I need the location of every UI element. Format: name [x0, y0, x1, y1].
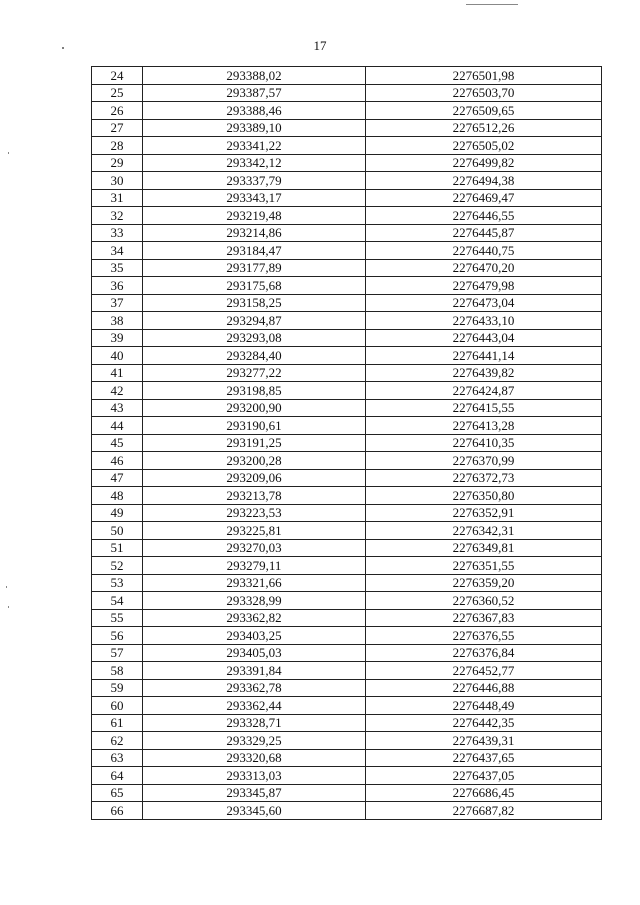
y-coordinate-cell: 2276350,80	[366, 487, 602, 505]
table-row	[92, 732, 602, 750]
x-coordinate-cell: 293200,90	[143, 399, 366, 417]
scan-artifact	[466, 4, 518, 5]
x-coordinate-cell: 293277,22	[143, 364, 366, 382]
y-coordinate-cell: 2276442,35	[366, 714, 602, 732]
x-coordinate-cell: 293405,03	[143, 644, 366, 662]
x-coordinate-cell: 293200,28	[143, 452, 366, 470]
point-number-cell: 52	[92, 557, 143, 575]
y-coordinate-cell: 2276687,82	[366, 802, 602, 820]
x-coordinate-cell: 293328,99	[143, 592, 366, 610]
y-coordinate-cell: 2276469,47	[366, 189, 602, 207]
x-coordinate-cell: 293270,03	[143, 539, 366, 557]
point-number-cell: 26	[92, 102, 143, 120]
point-number-cell: 50	[92, 522, 143, 540]
x-coordinate-cell: 293198,85	[143, 382, 366, 400]
x-coordinate-cell: 293219,48	[143, 207, 366, 225]
y-coordinate-cell: 2276503,70	[366, 84, 602, 102]
point-number-cell: 35	[92, 259, 143, 277]
y-coordinate-cell: 2276686,45	[366, 784, 602, 802]
y-coordinate-cell: 2276359,20	[366, 574, 602, 592]
x-coordinate-cell: 293345,87	[143, 784, 366, 802]
table-row	[92, 504, 602, 522]
x-coordinate-cell: 293177,89	[143, 259, 366, 277]
y-coordinate-cell: 2276512,26	[366, 119, 602, 137]
table-row	[92, 714, 602, 732]
y-coordinate-cell: 2276372,73	[366, 469, 602, 487]
x-coordinate-cell: 293313,03	[143, 767, 366, 785]
x-coordinate-cell: 293209,06	[143, 469, 366, 487]
x-coordinate-cell: 293294,87	[143, 312, 366, 330]
x-coordinate-cell: 293345,60	[143, 802, 366, 820]
table-row	[92, 207, 602, 225]
point-number-cell: 41	[92, 364, 143, 382]
table-row	[92, 592, 602, 610]
y-coordinate-cell: 2276410,35	[366, 434, 602, 452]
point-number-cell: 60	[92, 697, 143, 715]
point-number-cell: 24	[92, 67, 143, 85]
x-coordinate-cell: 293387,57	[143, 84, 366, 102]
point-number-cell: 39	[92, 329, 143, 347]
table-row	[92, 679, 602, 697]
y-coordinate-cell: 2276351,55	[366, 557, 602, 575]
point-number-cell: 47	[92, 469, 143, 487]
y-coordinate-cell: 2276413,28	[366, 417, 602, 435]
y-coordinate-cell: 2276439,82	[366, 364, 602, 382]
point-number-cell: 53	[92, 574, 143, 592]
y-coordinate-cell: 2276441,14	[366, 347, 602, 365]
x-coordinate-cell: 293342,12	[143, 154, 366, 172]
point-number-cell: 44	[92, 417, 143, 435]
y-coordinate-cell: 2276349,81	[366, 539, 602, 557]
table-row	[92, 469, 602, 487]
x-coordinate-cell: 293284,40	[143, 347, 366, 365]
y-coordinate-cell: 2276370,99	[366, 452, 602, 470]
point-number-cell: 61	[92, 714, 143, 732]
y-coordinate-cell: 2276509,65	[366, 102, 602, 120]
table-row	[92, 767, 602, 785]
x-coordinate-cell: 293158,25	[143, 294, 366, 312]
x-coordinate-cell: 293225,81	[143, 522, 366, 540]
point-number-cell: 65	[92, 784, 143, 802]
y-coordinate-cell: 2276433,10	[366, 312, 602, 330]
x-coordinate-cell: 293362,82	[143, 609, 366, 627]
scan-artifact	[8, 152, 9, 154]
x-coordinate-cell: 293328,71	[143, 714, 366, 732]
x-coordinate-cell: 293362,44	[143, 697, 366, 715]
y-coordinate-cell: 2276437,65	[366, 749, 602, 767]
point-number-cell: 29	[92, 154, 143, 172]
x-coordinate-cell: 293320,68	[143, 749, 366, 767]
table-row	[92, 172, 602, 190]
x-coordinate-cell: 293190,61	[143, 417, 366, 435]
table-row	[92, 154, 602, 172]
point-number-cell: 54	[92, 592, 143, 610]
point-number-cell: 58	[92, 662, 143, 680]
coordinates-table-body	[92, 67, 602, 820]
point-number-cell: 42	[92, 382, 143, 400]
x-coordinate-cell: 293279,11	[143, 557, 366, 575]
x-coordinate-cell: 293213,78	[143, 487, 366, 505]
y-coordinate-cell: 2276439,31	[366, 732, 602, 750]
point-number-cell: 63	[92, 749, 143, 767]
point-number-cell: 49	[92, 504, 143, 522]
table-row	[92, 539, 602, 557]
table-row	[92, 802, 602, 820]
y-coordinate-cell: 2276352,91	[366, 504, 602, 522]
point-number-cell: 48	[92, 487, 143, 505]
table-row	[92, 522, 602, 540]
table-row	[92, 609, 602, 627]
y-coordinate-cell: 2276376,84	[366, 644, 602, 662]
y-coordinate-cell: 2276443,04	[366, 329, 602, 347]
table-row	[92, 574, 602, 592]
y-coordinate-cell: 2276501,98	[366, 67, 602, 85]
table-row	[92, 294, 602, 312]
table-row	[92, 242, 602, 260]
y-coordinate-cell: 2276360,52	[366, 592, 602, 610]
x-coordinate-cell: 293321,66	[143, 574, 366, 592]
table-row	[92, 644, 602, 662]
table-row	[92, 224, 602, 242]
table-row	[92, 452, 602, 470]
scan-artifact	[8, 606, 9, 608]
table-row	[92, 417, 602, 435]
table-row	[92, 347, 602, 365]
coordinates-table	[91, 66, 602, 820]
scan-artifact	[6, 586, 7, 588]
table-row	[92, 627, 602, 645]
table-row	[92, 84, 602, 102]
table-row	[92, 557, 602, 575]
table-row	[92, 364, 602, 382]
y-coordinate-cell: 2276440,75	[366, 242, 602, 260]
point-number-cell: 37	[92, 294, 143, 312]
point-number-cell: 32	[92, 207, 143, 225]
x-coordinate-cell: 293389,10	[143, 119, 366, 137]
y-coordinate-cell: 2276499,82	[366, 154, 602, 172]
table-row	[92, 784, 602, 802]
table-row	[92, 102, 602, 120]
x-coordinate-cell: 293329,25	[143, 732, 366, 750]
table-row	[92, 119, 602, 137]
x-coordinate-cell: 293191,25	[143, 434, 366, 452]
point-number-cell: 62	[92, 732, 143, 750]
point-number-cell: 64	[92, 767, 143, 785]
x-coordinate-cell: 293293,08	[143, 329, 366, 347]
y-coordinate-cell: 2276448,49	[366, 697, 602, 715]
y-coordinate-cell: 2276452,77	[366, 662, 602, 680]
y-coordinate-cell: 2276376,55	[366, 627, 602, 645]
point-number-cell: 56	[92, 627, 143, 645]
table-row	[92, 697, 602, 715]
table-row	[92, 662, 602, 680]
y-coordinate-cell: 2276445,87	[366, 224, 602, 242]
page-number: 17	[313, 38, 327, 53]
x-coordinate-cell: 293337,79	[143, 172, 366, 190]
point-number-cell: 55	[92, 609, 143, 627]
point-number-cell: 57	[92, 644, 143, 662]
x-coordinate-cell: 293388,46	[143, 102, 366, 120]
point-number-cell: 36	[92, 277, 143, 295]
table-row	[92, 137, 602, 155]
x-coordinate-cell: 293403,25	[143, 627, 366, 645]
x-coordinate-cell: 293362,78	[143, 679, 366, 697]
point-number-cell: 28	[92, 137, 143, 155]
table-row	[92, 312, 602, 330]
point-number-cell: 43	[92, 399, 143, 417]
point-number-cell: 66	[92, 802, 143, 820]
point-number-cell: 25	[92, 84, 143, 102]
table-row	[92, 329, 602, 347]
y-coordinate-cell: 2276446,55	[366, 207, 602, 225]
x-coordinate-cell: 293388,02	[143, 67, 366, 85]
x-coordinate-cell: 293175,68	[143, 277, 366, 295]
y-coordinate-cell: 2276415,55	[366, 399, 602, 417]
table-row	[92, 399, 602, 417]
table-row	[92, 487, 602, 505]
x-coordinate-cell: 293184,47	[143, 242, 366, 260]
y-coordinate-cell: 2276367,83	[366, 609, 602, 627]
point-number-cell: 59	[92, 679, 143, 697]
table-row	[92, 749, 602, 767]
x-coordinate-cell: 293214,86	[143, 224, 366, 242]
point-number-cell: 33	[92, 224, 143, 242]
table-row	[92, 382, 602, 400]
table-row	[92, 259, 602, 277]
table-row	[92, 67, 602, 85]
table-row	[92, 189, 602, 207]
point-number-cell: 34	[92, 242, 143, 260]
point-number-cell: 38	[92, 312, 143, 330]
x-coordinate-cell: 293391,84	[143, 662, 366, 680]
x-coordinate-cell: 293223,53	[143, 504, 366, 522]
table-row	[92, 434, 602, 452]
x-coordinate-cell: 293341,22	[143, 137, 366, 155]
point-number-cell: 27	[92, 119, 143, 137]
y-coordinate-cell: 2276446,88	[366, 679, 602, 697]
table-row	[92, 277, 602, 295]
y-coordinate-cell: 2276470,20	[366, 259, 602, 277]
y-coordinate-cell: 2276473,04	[366, 294, 602, 312]
y-coordinate-cell: 2276505,02	[366, 137, 602, 155]
y-coordinate-cell: 2276424,87	[366, 382, 602, 400]
y-coordinate-cell: 2276342,31	[366, 522, 602, 540]
point-number-cell: 30	[92, 172, 143, 190]
point-number-cell: 45	[92, 434, 143, 452]
point-number-cell: 31	[92, 189, 143, 207]
point-number-cell: 46	[92, 452, 143, 470]
y-coordinate-cell: 2276479,98	[366, 277, 602, 295]
point-number-cell: 51	[92, 539, 143, 557]
x-coordinate-cell: 293343,17	[143, 189, 366, 207]
y-coordinate-cell: 2276494,38	[366, 172, 602, 190]
point-number-cell: 40	[92, 347, 143, 365]
y-coordinate-cell: 2276437,05	[366, 767, 602, 785]
